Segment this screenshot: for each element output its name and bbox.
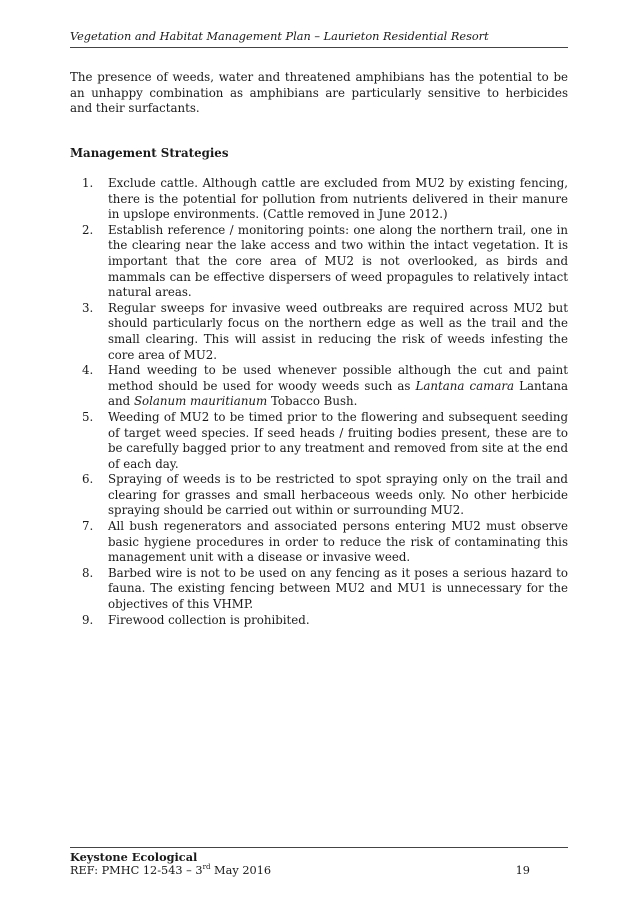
footer-company: Keystone Ecological [70,850,198,864]
page-footer [70,847,568,878]
list-item [82,566,568,613]
footer-reference [70,864,568,878]
list-item-number: 5. [82,409,94,424]
section-heading: Management Strategies [70,146,229,160]
page-number: 19 [515,864,530,877]
species-name-lantana: Lantana camara [415,378,515,393]
list-item-text: Tobacco Bush. [267,394,358,409]
list-item-text: Exclude cattle. Although cattle are excluded from MU2 by existing fencing, there is the potential for pollution from nutrients delivered in their manure in upslope environments. (Cattle removed in June 2012.) [108,176,568,222]
list-item-number: 8. [82,565,94,580]
list-item [82,301,568,363]
list-item-number: 9. [82,612,94,627]
list-item-text: Establish reference / monitoring points: one along the northern trail, one in the clearing near the lake access and two within the intact vegetation. It is important that the core area of MU2 is not overlooked, as birds and mammals can be effective dispersers of weed propagules to relatively intact natural areas. [108,222,568,300]
list-item-text: Weeding of MU2 to be timed prior to the flowering and subsequent seeding of target weed species. If seed heads / fruiting bodies present, these are to be carefully bagged prior to any treatment and removed from site at the end of each day. [108,409,568,471]
list-item [82,410,568,472]
list-item-text: Spraying of weeds is to be restricted to spot spraying only on the trail and clearing for grasses and small herbaceous weeds only. No other herbicide spraying should be carried out within or surrounding MU2. [108,472,568,518]
list-item-number: 1. [82,176,94,190]
list-item-text: Hand weeding to be used whenever possible although the cut and paint method should be used for woody weeds such as [108,363,568,393]
list-item-text: Regular sweeps for invasive weed outbreaks are required across MU2 but should particularly focus on the northern edge as well as the trail and the small clearing. This will assist in reducing the risk of weeds infesting the core area of MU2. [108,300,568,362]
list-item [82,472,568,519]
list-item-number: 7. [82,519,94,534]
list-item-text: Barbed wire is not to be used on any fencing as it poses a serious hazard to fauna. The existing fencing between MU2 and MU1 is unnecessary for the objectives of this VHMP. [108,565,568,612]
list-item [82,223,568,301]
list-item-number: 6. [82,472,94,487]
list-item [82,363,568,410]
list-item [82,176,568,223]
footer-ref-suffix: May 2016 [210,864,272,877]
footer-ref-ordinal: rd [202,863,211,872]
intro-paragraph: The presence of weeds, water and threatened amphibians has the potential to be an unhappy combination as amphibians are particularly sensitive to herbicides and their surfactants. [70,70,568,116]
page-header: Vegetation and Habitat Management Plan – Laurieton Residential Resort [70,30,568,48]
species-name-solanum: Solanum mauritianum [133,394,268,409]
list-item-text: Lantana and [108,378,569,409]
strategies-list [82,176,568,628]
list-item-number: 4. [82,363,94,378]
list-item [82,519,568,566]
list-item-text: All bush regenerators and associated persons entering MU2 must observe basic hygiene procedures in order to reduce the risk of contaminating this management unit with a disease or invasive weed. [108,519,568,565]
footer-ref-prefix: REF: PMHC 12-543 – 3 [70,864,203,877]
list-item [82,613,568,629]
list-item-text: Firewood collection is prohibited. [108,612,310,627]
list-item-number: 2. [82,222,94,237]
list-item-number: 3. [82,300,94,315]
